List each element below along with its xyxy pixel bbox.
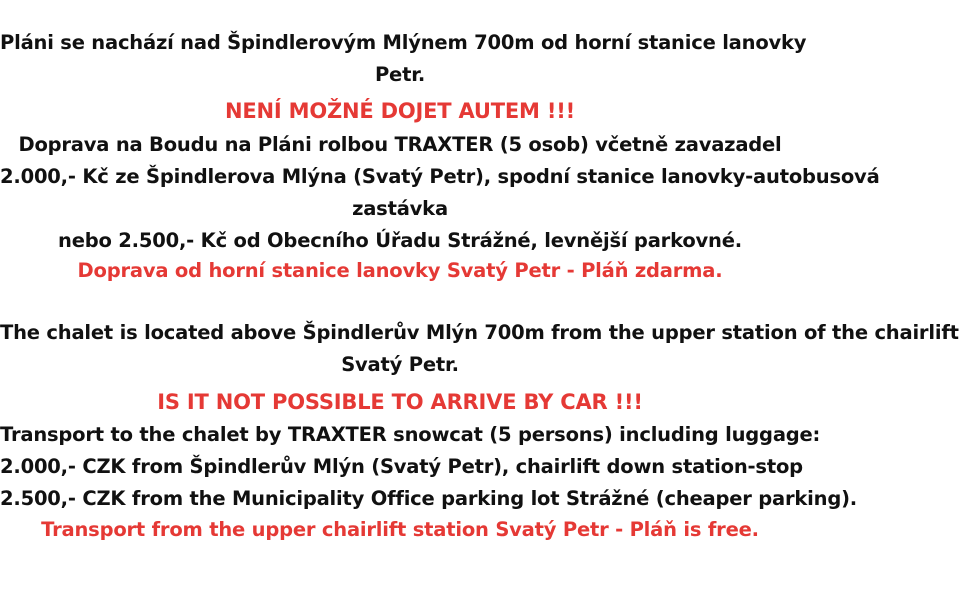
cz-price-line-2: nebo 2.500,- Kč od Obecního Úřadu Strážné, levnější parkovné. <box>58 229 742 252</box>
en-price-line-2: 2.500,- CZK from the Municipality Office parking lot Strážné (cheaper parking). <box>0 487 858 510</box>
en-location-line: The chalet is located above Špindlerův Mlýn 700m from the upper station of the chairlift <box>0 321 959 344</box>
en-price-line-1: 2.000,- CZK from Špindlerův Mlýn (Svatý Petr), chairlift down station-stop <box>0 455 803 478</box>
cz-transport-line: Doprava na Boudu na Pláni rolbou TRAXTER (5 osob) včetně zavazadel <box>18 133 782 156</box>
cz-location-line: Pláni se nachází nad Špindlerovým Mlýnem 700m od horní stanice lanovky <box>0 31 807 54</box>
en-free-transport: Transport from the upper chairlift station Svatý Petr - Pláň is free. <box>41 518 759 541</box>
cz-no-car-warning: NENÍ MOŽNÉ DOJET AUTEM !!! <box>225 99 575 123</box>
cz-free-transport: Doprava od horní stanice lanovky Svatý Petr - Pláň zdarma. <box>77 259 723 282</box>
en-location-line-2: Svatý Petr. <box>341 353 459 376</box>
cz-price-line-1: 2.000,- Kč ze Špindlerova Mlýna (Svatý Petr), spodní stanice lanovky-autobusová <box>0 165 880 188</box>
cz-price-line-1-cont: zastávka <box>352 197 448 220</box>
cz-location-line-2: Petr. <box>374 63 426 86</box>
en-transport-line: Transport to the chalet by TRAXTER snowcat (5 persons) including luggage: <box>0 423 821 446</box>
en-no-car-warning: IS IT NOT POSSIBLE TO ARRIVE BY CAR !!! <box>157 390 643 414</box>
